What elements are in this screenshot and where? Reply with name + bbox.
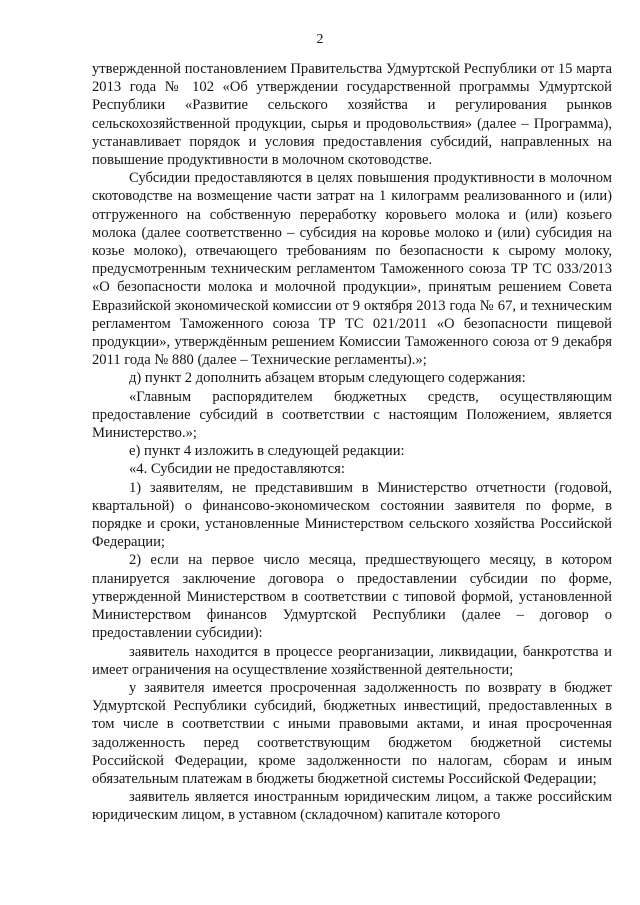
paragraph-subsidy-purpose: Субсидии предоставляются в целях повышения продуктивности в молочном скотоводстве на возмещение части затрат на 1 килограмм реализованного и (или) отгруженного на собственную переработку коровьего молока и (или) козьего молока (далее соответственно – субсидия на коровье молоко и (или) субсидия на козье молоко), отвечающего требованиям по безопасности к сырому молоку, предусмотренным техническим регламентом Таможенного союза ТР ТС 033/2013 «О безопасности молока и молочной продукции», принятым решением Совета Евразийской экономической комиссии от 9 октября 2013 года № 67, и техническим регламентом Таможенного союза ТР ТС 021/2011 «О безопасности пищевой продукции», утверждённым решением Комиссии Таможенного союза от 9 декабря 2011 года № 880 (далее – Технические регламенты).»; <box>92 170 612 369</box>
paragraph-amendment-d: д) пункт 2 дополнить абзацем вторым следующего содержания: <box>129 370 526 387</box>
paragraph-program-continuation: утвержденной постановлением Правительства Удмуртской Республики от 15 марта 2013 года № 102 «Об утверждении государственной программы Удмуртской Республики «Развитие сельского хозяйства и регулирования рынков сельскохозяйственной продукции, сырья и продовольствия» (далее – Программа), устанавливает порядок и условия предоставления субсидий, направленных на повышение продуктивности в молочном скотоводстве. <box>92 61 612 169</box>
paragraph-foreign-entity: заявитель является иностранным юридическим лицом, а также российским юридическим лицом, в уставном (складочном) капитале которого <box>92 789 612 824</box>
paragraph-amendment-e: е) пункт 4 изложить в следующей редакции: <box>129 443 405 460</box>
document-body <box>92 60 612 825</box>
paragraph-item-2: 2) если на первое число месяца, предшествующего месяцу, в котором планируется заключение договора о предоставлении субсидии по форме, утвержденной Министерством в соответствии с типовой формой, установленной Министерством финансов Удмуртской Республики (далее – договор о предоставлении субсидии): <box>92 552 612 642</box>
paragraph-chief-administrator: «Главным распорядителем бюджетных средств, осуществляющим предоставление субсидий в соответствии с настоящим Положением, является Министерство.»; <box>92 388 612 442</box>
page-number: 2 <box>316 32 324 47</box>
paragraph-overdue-debt: у заявителя имеется просроченная задолженность по возврату в бюджет Удмуртской Республики субсидий, бюджетных инвестиций, предоставленных в том числе в соответствии с иными правовыми актами, и иная просроченная задолженность перед соответствующим бюджетом бюджетной системы Российской Федерации, кроме задолженности по налогам, сборам и иным обязательным платежам в бюджеты бюджетной системы Российской Федерации; <box>92 679 612 787</box>
paragraph-point-4-heading: «4. Субсидии не предоставляются: <box>129 461 345 478</box>
paragraph-item-1: 1) заявителям, не представившим в Министерство отчетности (годовой, квартальной) о финансово-экономическом состоянии заявителя по форме, в порядке и сроки, установленные Министерством сельского хозяйства Российской Федерации; <box>92 479 612 551</box>
paragraph-reorganization: заявитель находится в процессе реорганизации, ликвидации, банкротства и имеет ограничения на осуществление хозяйственной деятельности; <box>92 643 612 678</box>
